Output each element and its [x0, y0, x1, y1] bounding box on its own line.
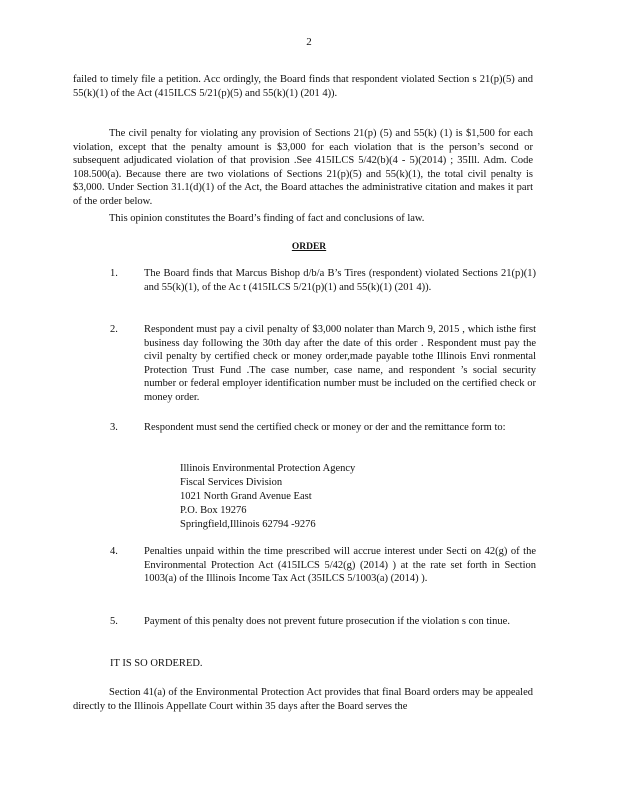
order-item	[110, 421, 536, 435]
paragraph-appeal: Section 41(a) of the Environmental Protection Act provides that final Board orders may be appealed directly to the Illinois Appellate Court within 35 days after the Board serves the	[73, 687, 533, 712]
paragraph-civil-penalty: The civil penalty for violating any provision of Sections 21(p) (5) and 55(k) (1) is $1,500 for each violation, except that the penalty amount is $3,000 for each violation that is the person’s second or subsequent adjudicated violation of that provision .See 415ILCS 5/42(b)(4 - 5)(2014) ; 35Ill. Adm. Code 108.500(a). Because there are two violations of Sections 21(p)(5) and 55(k)(1), the total civil penalty is $3,000. Under Section 31.1(d)(1) of the Act, the Board attaches the administrative citation and makes it part of the order below.	[73, 128, 533, 207]
paragraph-failed-to-file: failed to timely file a petition. Acc ordingly, the Board finds that respondent violated Section s 21(p)(5) and 55(k)(1) of the Act (415ILCS 5/21(p)(5) and 55(k)(1) (201 4)).	[73, 74, 533, 99]
order-item-number: 2.	[110, 324, 118, 335]
paragraph-opinion: This opinion constitutes the Board’s finding of fact and conclusions of law.	[109, 213, 425, 224]
order-item-text: Respondent must send the certified check or money or der and the remittance form to:	[144, 422, 506, 433]
order-item	[110, 267, 536, 294]
order-heading: ORDER	[291, 242, 327, 252]
order-item-text: Penalties unpaid within the time prescribed will accrue interest under Secti on 42(g) of the Environmental Protection Act (415ILCS 5/42(g) (2014) ) at the rate set forth in Section 1003(a) of the Illinois Income Tax Act (35ILCS 5/1003(a) (2014) ).	[144, 546, 536, 584]
address-line: P.O. Box 19276	[180, 505, 247, 516]
order-item-number: 1.	[110, 268, 118, 279]
order-item-number: 3.	[110, 422, 118, 433]
order-item-text: Payment of this penalty does not prevent future prosecution if the violation s con tinue.	[144, 616, 510, 627]
order-item	[110, 545, 536, 586]
order-item	[110, 615, 536, 629]
address-line: Illinois Environmental Protection Agency	[180, 463, 356, 474]
address-line: 1021 North Grand Avenue East	[180, 491, 312, 502]
so-ordered-statement: IT IS SO ORDERED.	[110, 658, 203, 669]
order-item-number: 5.	[110, 616, 118, 627]
page-number: 2	[306, 36, 312, 48]
order-item	[110, 323, 536, 404]
order-item-text: Respondent must pay a civil penalty of $3,000 nolater than March 9, 2015 , which isthe first business day following the 30th day after the date of this order . Respondent must pay the civil penalty by certified check or money order,made payable tothe Illinois Envi ronmental Protection Trust Fund .The case number, case name, and respondent ’s social security number or federal employer identification number must be included on the certified check or money order.	[144, 324, 536, 403]
remittance-address	[180, 462, 480, 532]
address-line: Fiscal Services Division	[180, 477, 283, 488]
address-line: Springfield,Illinois 62794 -9276	[180, 519, 316, 530]
order-item-number: 4.	[110, 546, 118, 557]
order-item-text: The Board finds that Marcus Bishop d/b/a B’s Tires (respondent) violated Sections 21(p)(1) and 55(k)(1), of the Ac t (415ILCS 5/21(p)(1) and 55(k)(1) (201 4)).	[144, 268, 536, 293]
